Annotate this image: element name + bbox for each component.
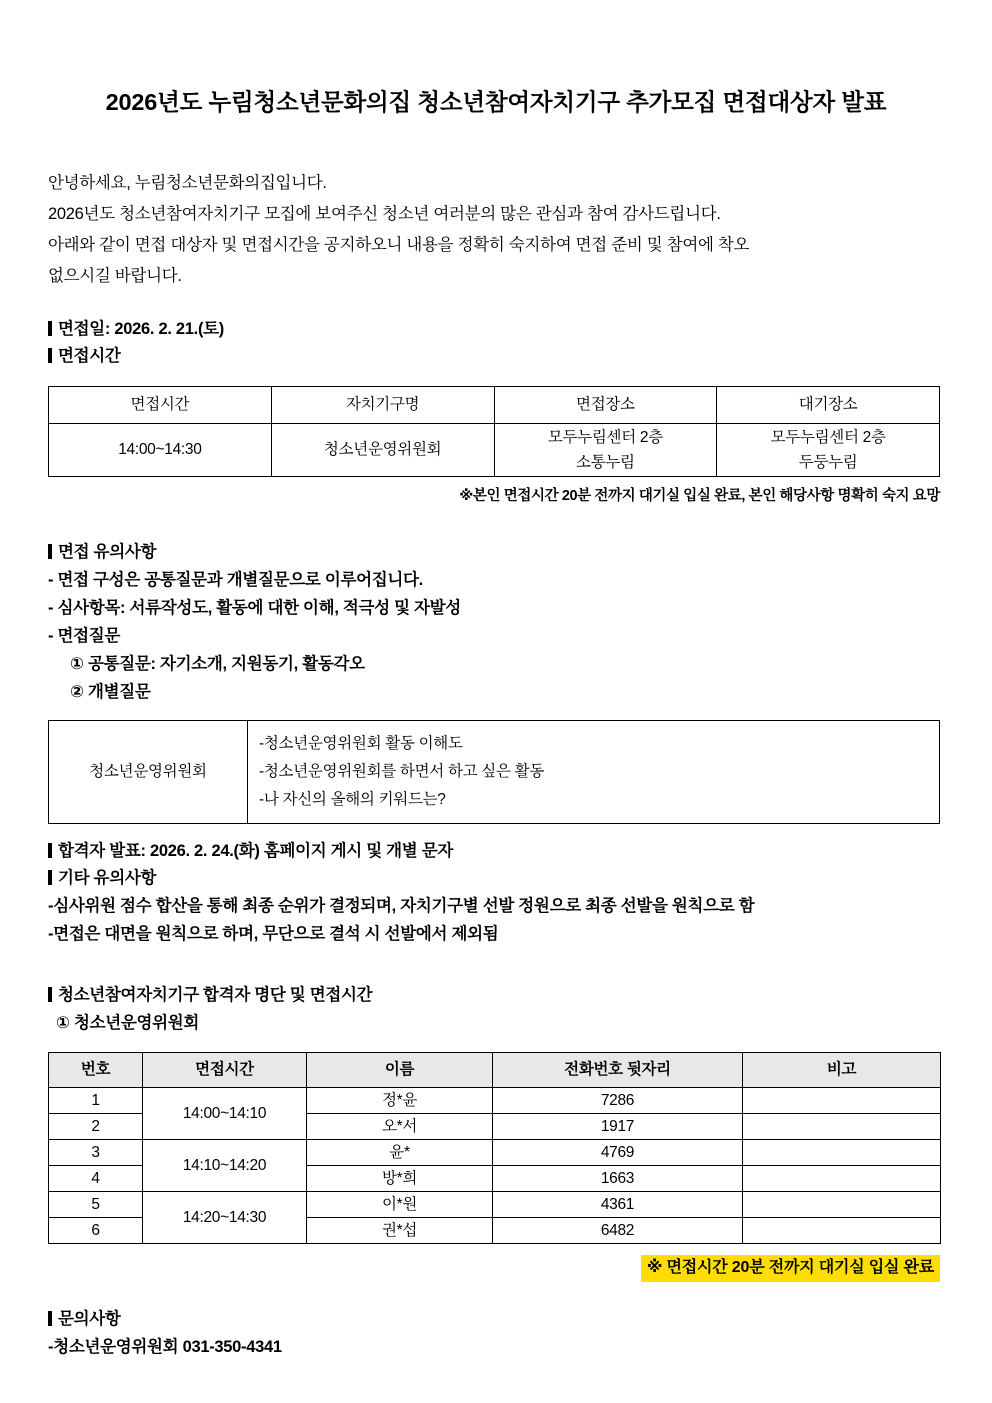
- candidate-name: 권*섭: [307, 1218, 493, 1244]
- bar-bullet-icon: [48, 987, 52, 1002]
- contact-heading-text: 문의사항: [58, 1310, 121, 1329]
- wait-line-2: 두둥누림: [798, 454, 858, 472]
- candidate-phone: 4769: [493, 1140, 743, 1166]
- intro-line-2: 2026년도 청소년참여자치기구 모집에 보여주신 청소년 여러분의 많은 관심과 참여 감사드립니다.: [48, 205, 721, 224]
- highlight-note-row: [48, 1255, 940, 1282]
- individual-question-table: [48, 720, 940, 824]
- interview-notes-text: 면접 유의사항: [58, 543, 157, 562]
- intro-line-4: 없으시길 바랍니다.: [48, 267, 182, 286]
- question-list-cell: [248, 721, 940, 824]
- candidate-phone: 7286: [493, 1088, 743, 1114]
- candidate-remark: [743, 1114, 941, 1140]
- candidates-heading: [48, 982, 944, 1009]
- candidate-phone: 1663: [493, 1166, 743, 1192]
- schedule-header-time: 면접시간: [49, 387, 272, 424]
- schedule-header-wait: 대기장소: [717, 387, 940, 424]
- candidate-remark: [743, 1088, 941, 1114]
- question-item-3: -나 자신의 올해의 키워드는?: [259, 791, 446, 809]
- candidate-remark: [743, 1140, 941, 1166]
- schedule-table-note: ※본인 면접시간 20분 전까지 대기실 입실 완료, 본인 해당사항 명확히 숙지 요망: [459, 488, 940, 505]
- question-org-cell: 청소년운영위원회: [49, 721, 248, 824]
- interview-time-heading: [48, 343, 944, 370]
- other-notes-text: 기타 유의사항: [58, 869, 157, 888]
- spacer: [48, 505, 944, 539]
- interview-note-item-2: - 심사항목: 서류작성도, 활동에 대한 이해, 적극성 및 자발성: [48, 599, 461, 618]
- table-row: [49, 1088, 941, 1114]
- candidate-table: [48, 1052, 941, 1244]
- candidate-remark: [743, 1218, 941, 1244]
- candidates-subheading: ① 청소년운영위원회: [56, 1014, 200, 1033]
- table-header-row: [49, 1053, 941, 1088]
- interview-notes-heading: [48, 539, 944, 566]
- table-row: [49, 1140, 941, 1166]
- other-note-item-1: -심사위원 점수 합산을 통해 최종 순위가 결정되며, 자치기구별 선발 정원으로 최종 선발을 원칙으로 함: [48, 897, 755, 916]
- candidate-no: 6: [49, 1218, 143, 1244]
- schedule-header-place: 면접장소: [494, 387, 717, 424]
- highlight-note: ※ 면접시간 20분 전까지 대기실 입실 완료: [641, 1255, 940, 1282]
- candidate-header-no: 번호: [49, 1053, 143, 1088]
- candidate-no: 4: [49, 1166, 143, 1192]
- candidate-header-remark: 비고: [743, 1053, 941, 1088]
- schedule-cell-place: [494, 424, 717, 477]
- bar-bullet-icon: [48, 870, 52, 885]
- candidate-remark: [743, 1166, 941, 1192]
- table-row: [49, 1192, 941, 1218]
- candidate-phone: 6482: [493, 1218, 743, 1244]
- spacer: [48, 824, 944, 838]
- place-line-2: 소통누림: [576, 454, 635, 472]
- candidate-no: 3: [49, 1140, 143, 1166]
- other-notes-heading: [48, 865, 944, 892]
- candidate-phone: 1917: [493, 1114, 743, 1140]
- candidate-name: 이*원: [307, 1192, 493, 1218]
- bar-bullet-icon: [48, 544, 52, 559]
- page-title: 2026년도 누림청소년문화의집 청소년참여자치기구 추가모집 면접대상자 발표: [105, 89, 887, 115]
- interview-note-item-1: - 면접 구성은 공통질문과 개별질문으로 이루어집니다.: [48, 571, 423, 590]
- candidate-no: 2: [49, 1114, 143, 1140]
- contact-line: -청소년운영위원회 031-350-4341: [48, 1338, 282, 1357]
- place-line-1: 모두누림센터 2층: [547, 429, 663, 447]
- bar-bullet-icon: [48, 348, 52, 363]
- schedule-cell-wait: [717, 424, 940, 477]
- question-item-1: -청소년운영위원회 활동 이해도: [259, 735, 463, 753]
- candidate-no: 5: [49, 1192, 143, 1218]
- interview-date-text: 면접일: 2026. 2. 21.(토): [58, 320, 224, 339]
- candidate-name: 방*희: [307, 1166, 493, 1192]
- table-row: [49, 424, 940, 477]
- spacer: [48, 1282, 944, 1306]
- candidate-name: 오*서: [307, 1114, 493, 1140]
- question-item-2: -청소년운영위원회를 하면서 하고 싶은 활동: [259, 763, 545, 781]
- contact-heading: [48, 1306, 944, 1333]
- spacer: [48, 948, 944, 982]
- candidate-remark: [743, 1192, 941, 1218]
- schedule-header-org: 자치기구명: [271, 387, 494, 424]
- candidate-time-group: 14:20~14:30: [143, 1192, 307, 1244]
- interview-time-text: 면접시간: [58, 347, 121, 366]
- candidate-header-name: 이름: [307, 1053, 493, 1088]
- intro-line-1: 안녕하세요, 누림청소년문화의집입니다.: [48, 174, 327, 193]
- candidate-header-time: 면접시간: [143, 1053, 307, 1088]
- bar-bullet-icon: [48, 1311, 52, 1326]
- interview-note-item-3: - 면접질문: [48, 627, 121, 646]
- candidates-heading-text: 청소년참여자치기구 합격자 명단 및 면접시간: [58, 986, 373, 1005]
- other-note-item-2: -면접은 대면을 원칙으로 하며, 무단으로 결석 시 선발에서 제외됨: [48, 925, 499, 944]
- candidate-header-phone: 전화번호 뒷자리: [493, 1053, 743, 1088]
- intro-paragraph: [48, 168, 944, 292]
- candidate-name: 윤*: [307, 1140, 493, 1166]
- candidate-no: 1: [49, 1088, 143, 1114]
- intro-line-3: 아래와 같이 면접 대상자 및 면접시간을 공지하오니 내용을 정확히 숙지하여 면접 준비 및 참여에 착오: [48, 236, 750, 255]
- interview-question-individual: ② 개별질문: [70, 683, 151, 702]
- schedule-cell-org: 청소년운영위원회: [271, 424, 494, 477]
- table-row: [49, 721, 940, 824]
- result-announcement-heading: [48, 838, 944, 865]
- candidate-phone: 4361: [493, 1192, 743, 1218]
- spacer: [48, 292, 944, 316]
- interview-date-heading: [48, 316, 944, 343]
- result-announcement-text: 합격자 발표: 2026. 2. 24.(화) 홈페이지 게시 및 개별 문자: [58, 842, 453, 861]
- bar-bullet-icon: [48, 321, 52, 336]
- schedule-table: [48, 386, 940, 477]
- interview-question-common: ① 공통질문: 자기소개, 지원동기, 활동각오: [70, 655, 365, 674]
- bar-bullet-icon: [48, 843, 52, 858]
- schedule-cell-time: 14:00~14:30: [49, 424, 272, 477]
- wait-line-1: 모두누림센터 2층: [770, 429, 886, 447]
- candidate-time-group: 14:10~14:20: [143, 1140, 307, 1192]
- candidate-name: 정*윤: [307, 1088, 493, 1114]
- table-header-row: [49, 387, 940, 424]
- candidate-time-group: 14:00~14:10: [143, 1088, 307, 1140]
